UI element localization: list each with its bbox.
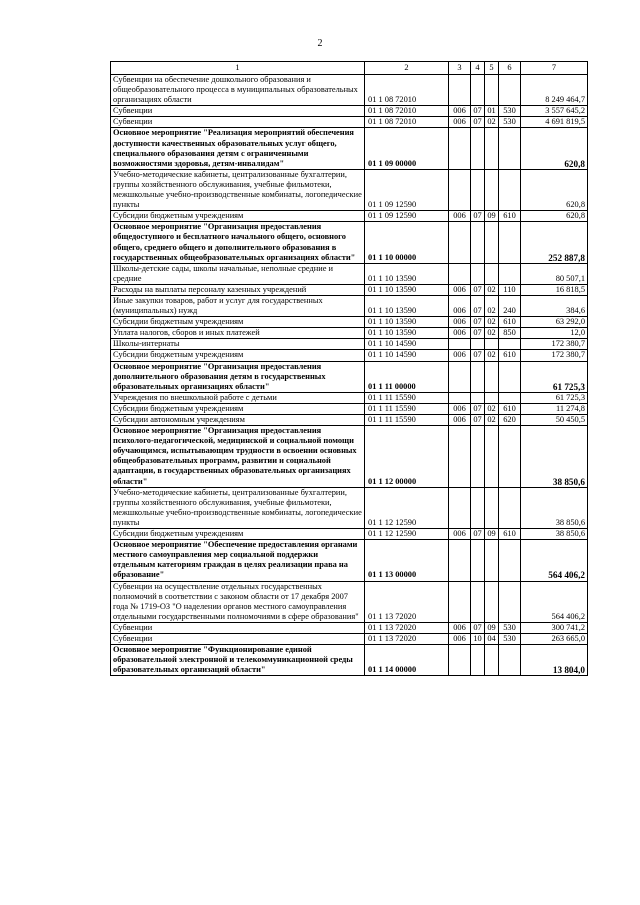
target-code-cell: 01 1 09 12590 xyxy=(365,169,449,210)
expense-type-cell xyxy=(499,426,521,488)
table-row xyxy=(111,169,588,210)
amount-cell: 38 850,6 xyxy=(521,487,588,528)
expense-type-cell xyxy=(499,487,521,528)
amount-cell: 61 725,3 xyxy=(521,361,588,392)
column-header: 3 xyxy=(449,62,471,75)
table-row xyxy=(111,415,588,426)
table-row xyxy=(111,328,588,339)
section-code-cell: 07 xyxy=(471,529,485,540)
department-code-cell xyxy=(449,392,471,403)
section-code-cell xyxy=(471,645,485,676)
target-code-cell: 01 1 10 13590 xyxy=(365,295,449,316)
table-row xyxy=(111,284,588,295)
expense-type-cell: 530 xyxy=(499,117,521,128)
expense-type-cell xyxy=(499,361,521,392)
expense-type-cell xyxy=(499,169,521,210)
target-code-cell: 01 1 13 72020 xyxy=(365,581,449,622)
expense-type-cell xyxy=(499,128,521,169)
target-code-cell: 01 1 10 14590 xyxy=(365,350,449,361)
subsection-code-cell xyxy=(485,540,499,581)
section-code-cell: 07 xyxy=(471,295,485,316)
subsection-code-cell xyxy=(485,263,499,284)
table-row xyxy=(111,487,588,528)
section-code-cell: 07 xyxy=(471,106,485,117)
subsection-code-cell xyxy=(485,487,499,528)
department-code-cell xyxy=(449,339,471,350)
expense-type-cell: 610 xyxy=(499,317,521,328)
amount-cell: 63 292,0 xyxy=(521,317,588,328)
amount-cell: 38 850,6 xyxy=(521,529,588,540)
amount-cell: 564 406,2 xyxy=(521,540,588,581)
amount-cell: 252 887,8 xyxy=(521,222,588,263)
amount-cell: 263 665,0 xyxy=(521,633,588,644)
department-code-cell: 006 xyxy=(449,295,471,316)
row-name-cell: Расходы на выплаты персоналу казенных учреждений xyxy=(111,284,365,295)
section-code-cell xyxy=(471,361,485,392)
table-row xyxy=(111,350,588,361)
row-name-cell: Учебно-методические кабинеты, централизованные бухгалтерии, группы хозяйственного обслуживания, учебные фильмотеки, межшкольные учебно-производственные комбинаты, логопедические пункты xyxy=(111,487,365,528)
subsection-code-cell xyxy=(485,581,499,622)
department-code-cell: 006 xyxy=(449,403,471,414)
table-row xyxy=(111,117,588,128)
column-header: 7 xyxy=(521,62,588,75)
expense-type-cell: 610 xyxy=(499,211,521,222)
expense-type-cell xyxy=(499,645,521,676)
section-code-cell xyxy=(471,540,485,581)
row-name-cell: Основное мероприятие "Организация предоставления психолого-педагогической, медицинской и социальной помощи обучающимся, испытывающим трудности в освоении основных общеобразовательных программ, развитии и социальной адаптации, в государственных образовательных организациях области" xyxy=(111,426,365,488)
section-code-cell: 07 xyxy=(471,317,485,328)
row-name-cell: Субвенции xyxy=(111,633,365,644)
table-row xyxy=(111,211,588,222)
amount-cell: 620,8 xyxy=(521,128,588,169)
table-row xyxy=(111,633,588,644)
target-code-cell: 01 1 10 13590 xyxy=(365,263,449,284)
row-name-cell: Основное мероприятие "Обеспечение предоставления органами местного самоуправления мер социальной поддержки отдельным категориям граждан в целях реализации права на образование" xyxy=(111,540,365,581)
department-code-cell: 006 xyxy=(449,350,471,361)
target-code-cell: 01 1 10 14590 xyxy=(365,339,449,350)
section-code-cell: 07 xyxy=(471,328,485,339)
row-name-cell: Основное мероприятие "Организация предоставления общедоступного и бесплатного начального общего, основного общего, среднего общего и дополнительного образования в государственных общеобразовательных организациях области" xyxy=(111,222,365,263)
section-code-cell: 10 xyxy=(471,633,485,644)
expense-type-cell xyxy=(499,339,521,350)
subsection-code-cell: 09 xyxy=(485,529,499,540)
section-code-cell xyxy=(471,169,485,210)
subsection-code-cell: 09 xyxy=(485,211,499,222)
expense-type-cell: 620 xyxy=(499,415,521,426)
expense-type-cell: 530 xyxy=(499,633,521,644)
department-code-cell xyxy=(449,75,471,106)
table-row xyxy=(111,426,588,488)
row-name-cell: Основное мероприятие "Функционирование единой образовательной электронной и телекоммуникационной среды образовательных организаций области" xyxy=(111,645,365,676)
row-name-cell: Уплата налогов, сборов и иных платежей xyxy=(111,328,365,339)
section-code-cell xyxy=(471,426,485,488)
section-code-cell xyxy=(471,339,485,350)
subsection-code-cell: 02 xyxy=(485,317,499,328)
target-code-cell: 01 1 12 12590 xyxy=(365,487,449,528)
target-code-cell: 01 1 13 00000 xyxy=(365,540,449,581)
section-code-cell: 07 xyxy=(471,211,485,222)
amount-cell: 16 818,5 xyxy=(521,284,588,295)
section-code-cell xyxy=(471,392,485,403)
department-code-cell xyxy=(449,169,471,210)
subsection-code-cell xyxy=(485,361,499,392)
section-code-cell xyxy=(471,487,485,528)
amount-cell: 620,8 xyxy=(521,169,588,210)
department-code-cell: 006 xyxy=(449,211,471,222)
amount-cell: 172 380,7 xyxy=(521,339,588,350)
row-name-cell: Иные закупки товаров, работ и услуг для государственных (муниципальных) нужд xyxy=(111,295,365,316)
table-row xyxy=(111,106,588,117)
table-row xyxy=(111,645,588,676)
amount-cell: 38 850,6 xyxy=(521,426,588,488)
column-header: 4 xyxy=(471,62,485,75)
row-name-cell: Учебно-методические кабинеты, централизованные бухгалтерии, группы хозяйственного обслуживания, учебные фильмотеки, межшкольные учебно-производственные комбинаты, логопедические пункты xyxy=(111,169,365,210)
section-code-cell xyxy=(471,222,485,263)
table-header-row xyxy=(111,62,588,75)
department-code-cell xyxy=(449,426,471,488)
department-code-cell: 006 xyxy=(449,529,471,540)
department-code-cell: 006 xyxy=(449,415,471,426)
expense-type-cell xyxy=(499,75,521,106)
subsection-code-cell: 04 xyxy=(485,633,499,644)
department-code-cell xyxy=(449,222,471,263)
expense-type-cell xyxy=(499,263,521,284)
table-row xyxy=(111,540,588,581)
row-name-cell: Субсидии автономным учреждениям xyxy=(111,415,365,426)
expense-type-cell xyxy=(499,222,521,263)
subsection-code-cell xyxy=(485,75,499,106)
amount-cell: 11 274,8 xyxy=(521,403,588,414)
subsection-code-cell: 02 xyxy=(485,284,499,295)
subsection-code-cell xyxy=(485,645,499,676)
target-code-cell: 01 1 13 72020 xyxy=(365,622,449,633)
column-header: 5 xyxy=(485,62,499,75)
subsection-code-cell xyxy=(485,169,499,210)
section-code-cell: 07 xyxy=(471,415,485,426)
subsection-code-cell: 02 xyxy=(485,350,499,361)
expense-type-cell xyxy=(499,581,521,622)
expense-type-cell: 610 xyxy=(499,350,521,361)
subsection-code-cell xyxy=(485,222,499,263)
target-code-cell: 01 1 10 13590 xyxy=(365,284,449,295)
table-row xyxy=(111,263,588,284)
amount-cell: 620,8 xyxy=(521,211,588,222)
department-code-cell: 006 xyxy=(449,284,471,295)
amount-cell: 13 804,0 xyxy=(521,645,588,676)
target-code-cell: 01 1 08 72010 xyxy=(365,106,449,117)
section-code-cell xyxy=(471,75,485,106)
section-code-cell: 07 xyxy=(471,117,485,128)
row-name-cell: Субвенции xyxy=(111,106,365,117)
row-name-cell: Субвенции xyxy=(111,117,365,128)
subsection-code-cell xyxy=(485,392,499,403)
subsection-code-cell: 02 xyxy=(485,117,499,128)
target-code-cell: 01 1 11 15590 xyxy=(365,392,449,403)
section-code-cell xyxy=(471,581,485,622)
row-name-cell: Субвенции на осуществление отдельных государственных полномочий в соответствии с законом области от 17 декабря 2007 года № 1719-ОЗ "О наделении органов местного самоуправления отдельными государственными полномочиями в сфере образования" xyxy=(111,581,365,622)
column-header: 2 xyxy=(365,62,449,75)
section-code-cell: 07 xyxy=(471,350,485,361)
table-row xyxy=(111,622,588,633)
row-name-cell: Субвенции на обеспечение дошкольного образования и общеобразовательного процесса в муниципальных образовательных организациях области xyxy=(111,75,365,106)
row-name-cell: Школы-интернаты xyxy=(111,339,365,350)
expense-type-cell xyxy=(499,392,521,403)
department-code-cell: 006 xyxy=(449,317,471,328)
page-number: 2 xyxy=(317,38,323,49)
section-code-cell: 07 xyxy=(471,403,485,414)
target-code-cell: 01 1 10 00000 xyxy=(365,222,449,263)
department-code-cell xyxy=(449,581,471,622)
expense-type-cell: 850 xyxy=(499,328,521,339)
table-row xyxy=(111,392,588,403)
department-code-cell xyxy=(449,361,471,392)
amount-cell: 80 507,1 xyxy=(521,263,588,284)
table-row xyxy=(111,529,588,540)
row-name-cell: Основное мероприятие "Реализация мероприятий обеспечения доступности качественных образовательных услуг общего, специального образования детям с ограниченными возможностями здоровья, детям-инвалидам" xyxy=(111,128,365,169)
subsection-code-cell: 02 xyxy=(485,295,499,316)
section-code-cell xyxy=(471,263,485,284)
column-header: 1 xyxy=(111,62,365,75)
expense-type-cell xyxy=(499,540,521,581)
target-code-cell: 01 1 12 00000 xyxy=(365,426,449,488)
table-row xyxy=(111,317,588,328)
row-name-cell: Субсидии бюджетным учреждениям xyxy=(111,211,365,222)
department-code-cell: 006 xyxy=(449,328,471,339)
row-name-cell: Основное мероприятие "Организация предоставления дополнительного образования детям в государственных образовательных организациях области" xyxy=(111,361,365,392)
table-row xyxy=(111,222,588,263)
table-row xyxy=(111,75,588,106)
department-code-cell xyxy=(449,128,471,169)
table-row xyxy=(111,295,588,316)
row-name-cell: Субсидии бюджетным учреждениям xyxy=(111,529,365,540)
expense-type-cell: 530 xyxy=(499,106,521,117)
table-row xyxy=(111,581,588,622)
subsection-code-cell xyxy=(485,339,499,350)
row-name-cell: Субсидии бюджетным учреждениям xyxy=(111,317,365,328)
expense-type-cell: 610 xyxy=(499,403,521,414)
table-row xyxy=(111,361,588,392)
target-code-cell: 01 1 08 72010 xyxy=(365,75,449,106)
expense-type-cell: 240 xyxy=(499,295,521,316)
amount-cell: 564 406,2 xyxy=(521,581,588,622)
amount-cell: 50 450,5 xyxy=(521,415,588,426)
target-code-cell: 01 1 11 00000 xyxy=(365,361,449,392)
amount-cell: 8 249 464,7 xyxy=(521,75,588,106)
subsection-code-cell: 09 xyxy=(485,622,499,633)
department-code-cell: 006 xyxy=(449,117,471,128)
target-code-cell: 01 1 12 12590 xyxy=(365,529,449,540)
target-code-cell: 01 1 10 13590 xyxy=(365,317,449,328)
budget-table xyxy=(110,61,588,676)
target-code-cell: 01 1 13 72020 xyxy=(365,633,449,644)
target-code-cell: 01 1 09 00000 xyxy=(365,128,449,169)
expense-type-cell: 530 xyxy=(499,622,521,633)
target-code-cell: 01 1 14 00000 xyxy=(365,645,449,676)
subsection-code-cell: 02 xyxy=(485,415,499,426)
table-row xyxy=(111,403,588,414)
department-code-cell xyxy=(449,263,471,284)
section-code-cell: 07 xyxy=(471,622,485,633)
row-name-cell: Субвенции xyxy=(111,622,365,633)
amount-cell: 172 380,7 xyxy=(521,350,588,361)
amount-cell: 61 725,3 xyxy=(521,392,588,403)
subsection-code-cell xyxy=(485,426,499,488)
department-code-cell: 006 xyxy=(449,633,471,644)
amount-cell: 3 557 645,2 xyxy=(521,106,588,117)
target-code-cell: 01 1 10 13590 xyxy=(365,328,449,339)
row-name-cell: Субсидии бюджетным учреждениям xyxy=(111,403,365,414)
column-header: 6 xyxy=(499,62,521,75)
subsection-code-cell: 02 xyxy=(485,403,499,414)
row-name-cell: Учреждения по внешкольной работе с детьми xyxy=(111,392,365,403)
department-code-cell xyxy=(449,540,471,581)
subsection-code-cell xyxy=(485,128,499,169)
amount-cell: 4 691 819,5 xyxy=(521,117,588,128)
table-row xyxy=(111,128,588,169)
section-code-cell: 07 xyxy=(471,284,485,295)
target-code-cell: 01 1 11 15590 xyxy=(365,415,449,426)
department-code-cell xyxy=(449,487,471,528)
department-code-cell: 006 xyxy=(449,106,471,117)
amount-cell: 300 741,2 xyxy=(521,622,588,633)
amount-cell: 12,0 xyxy=(521,328,588,339)
department-code-cell: 006 xyxy=(449,622,471,633)
subsection-code-cell: 02 xyxy=(485,328,499,339)
expense-type-cell: 610 xyxy=(499,529,521,540)
row-name-cell: Школы-детские сады, школы начальные, неполные средние и средние xyxy=(111,263,365,284)
target-code-cell: 01 1 11 15590 xyxy=(365,403,449,414)
amount-cell: 384,6 xyxy=(521,295,588,316)
department-code-cell xyxy=(449,645,471,676)
table-row xyxy=(111,339,588,350)
target-code-cell: 01 1 08 72010 xyxy=(365,117,449,128)
row-name-cell: Субсидии бюджетным учреждениям xyxy=(111,350,365,361)
expense-type-cell: 110 xyxy=(499,284,521,295)
section-code-cell xyxy=(471,128,485,169)
target-code-cell: 01 1 09 12590 xyxy=(365,211,449,222)
subsection-code-cell: 01 xyxy=(485,106,499,117)
